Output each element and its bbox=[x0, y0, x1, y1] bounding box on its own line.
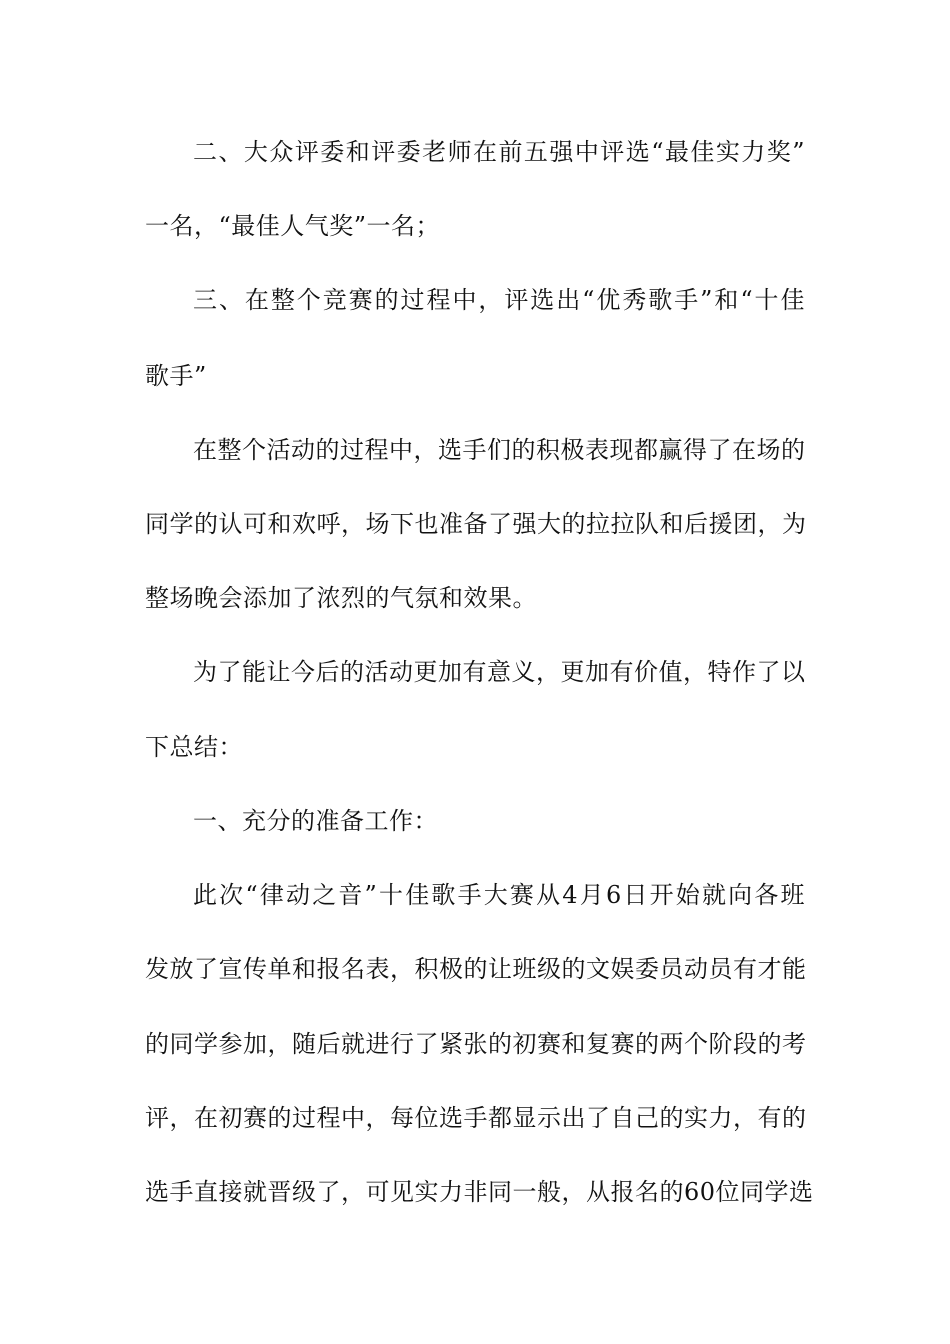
text-line: 为了能让今后的活动更加有意义，更加有价值，特作了以 bbox=[193, 658, 806, 686]
text-line: 评，在初赛的过程中，每位选手都显示出了自己的实力，有的 bbox=[145, 1104, 807, 1132]
text-line: 歌手” bbox=[145, 362, 207, 390]
text-line: 的同学参加，随后就进行了紧张的初赛和复赛的两个阶段的考 bbox=[145, 1030, 807, 1058]
text-line: 同学的认可和欢呼，场下也准备了强大的拉拉队和后援团，为 bbox=[145, 510, 807, 538]
text-line: 三、在整个竞赛的过程中，评选出“优秀歌手”和“十佳 bbox=[193, 286, 805, 314]
text-line: 在整个活动的过程中，选手们的积极表现都赢得了在场的 bbox=[193, 436, 806, 464]
text-line: 此次“律动之音”十佳歌手大赛从4月6日开始就向各班 bbox=[193, 881, 805, 909]
text-line: 下总结： bbox=[145, 733, 243, 761]
text-line: 选手直接就晋级了，可见实力非同一般，从报名的60位同学选 bbox=[145, 1178, 814, 1206]
text-line: 整场晚会添加了浓烈的气氛和效果。 bbox=[145, 584, 537, 612]
text-line: 发放了宣传单和报名表，积极的让班级的文娱委员动员有才能 bbox=[145, 955, 807, 983]
section-heading: 一、充分的准备工作： bbox=[193, 807, 438, 835]
text-line: 一名，“最佳人气奖”一名； bbox=[145, 212, 441, 240]
text-line: 二、大众评委和评委老师在前五强中评选“最佳实力奖” bbox=[193, 138, 805, 166]
